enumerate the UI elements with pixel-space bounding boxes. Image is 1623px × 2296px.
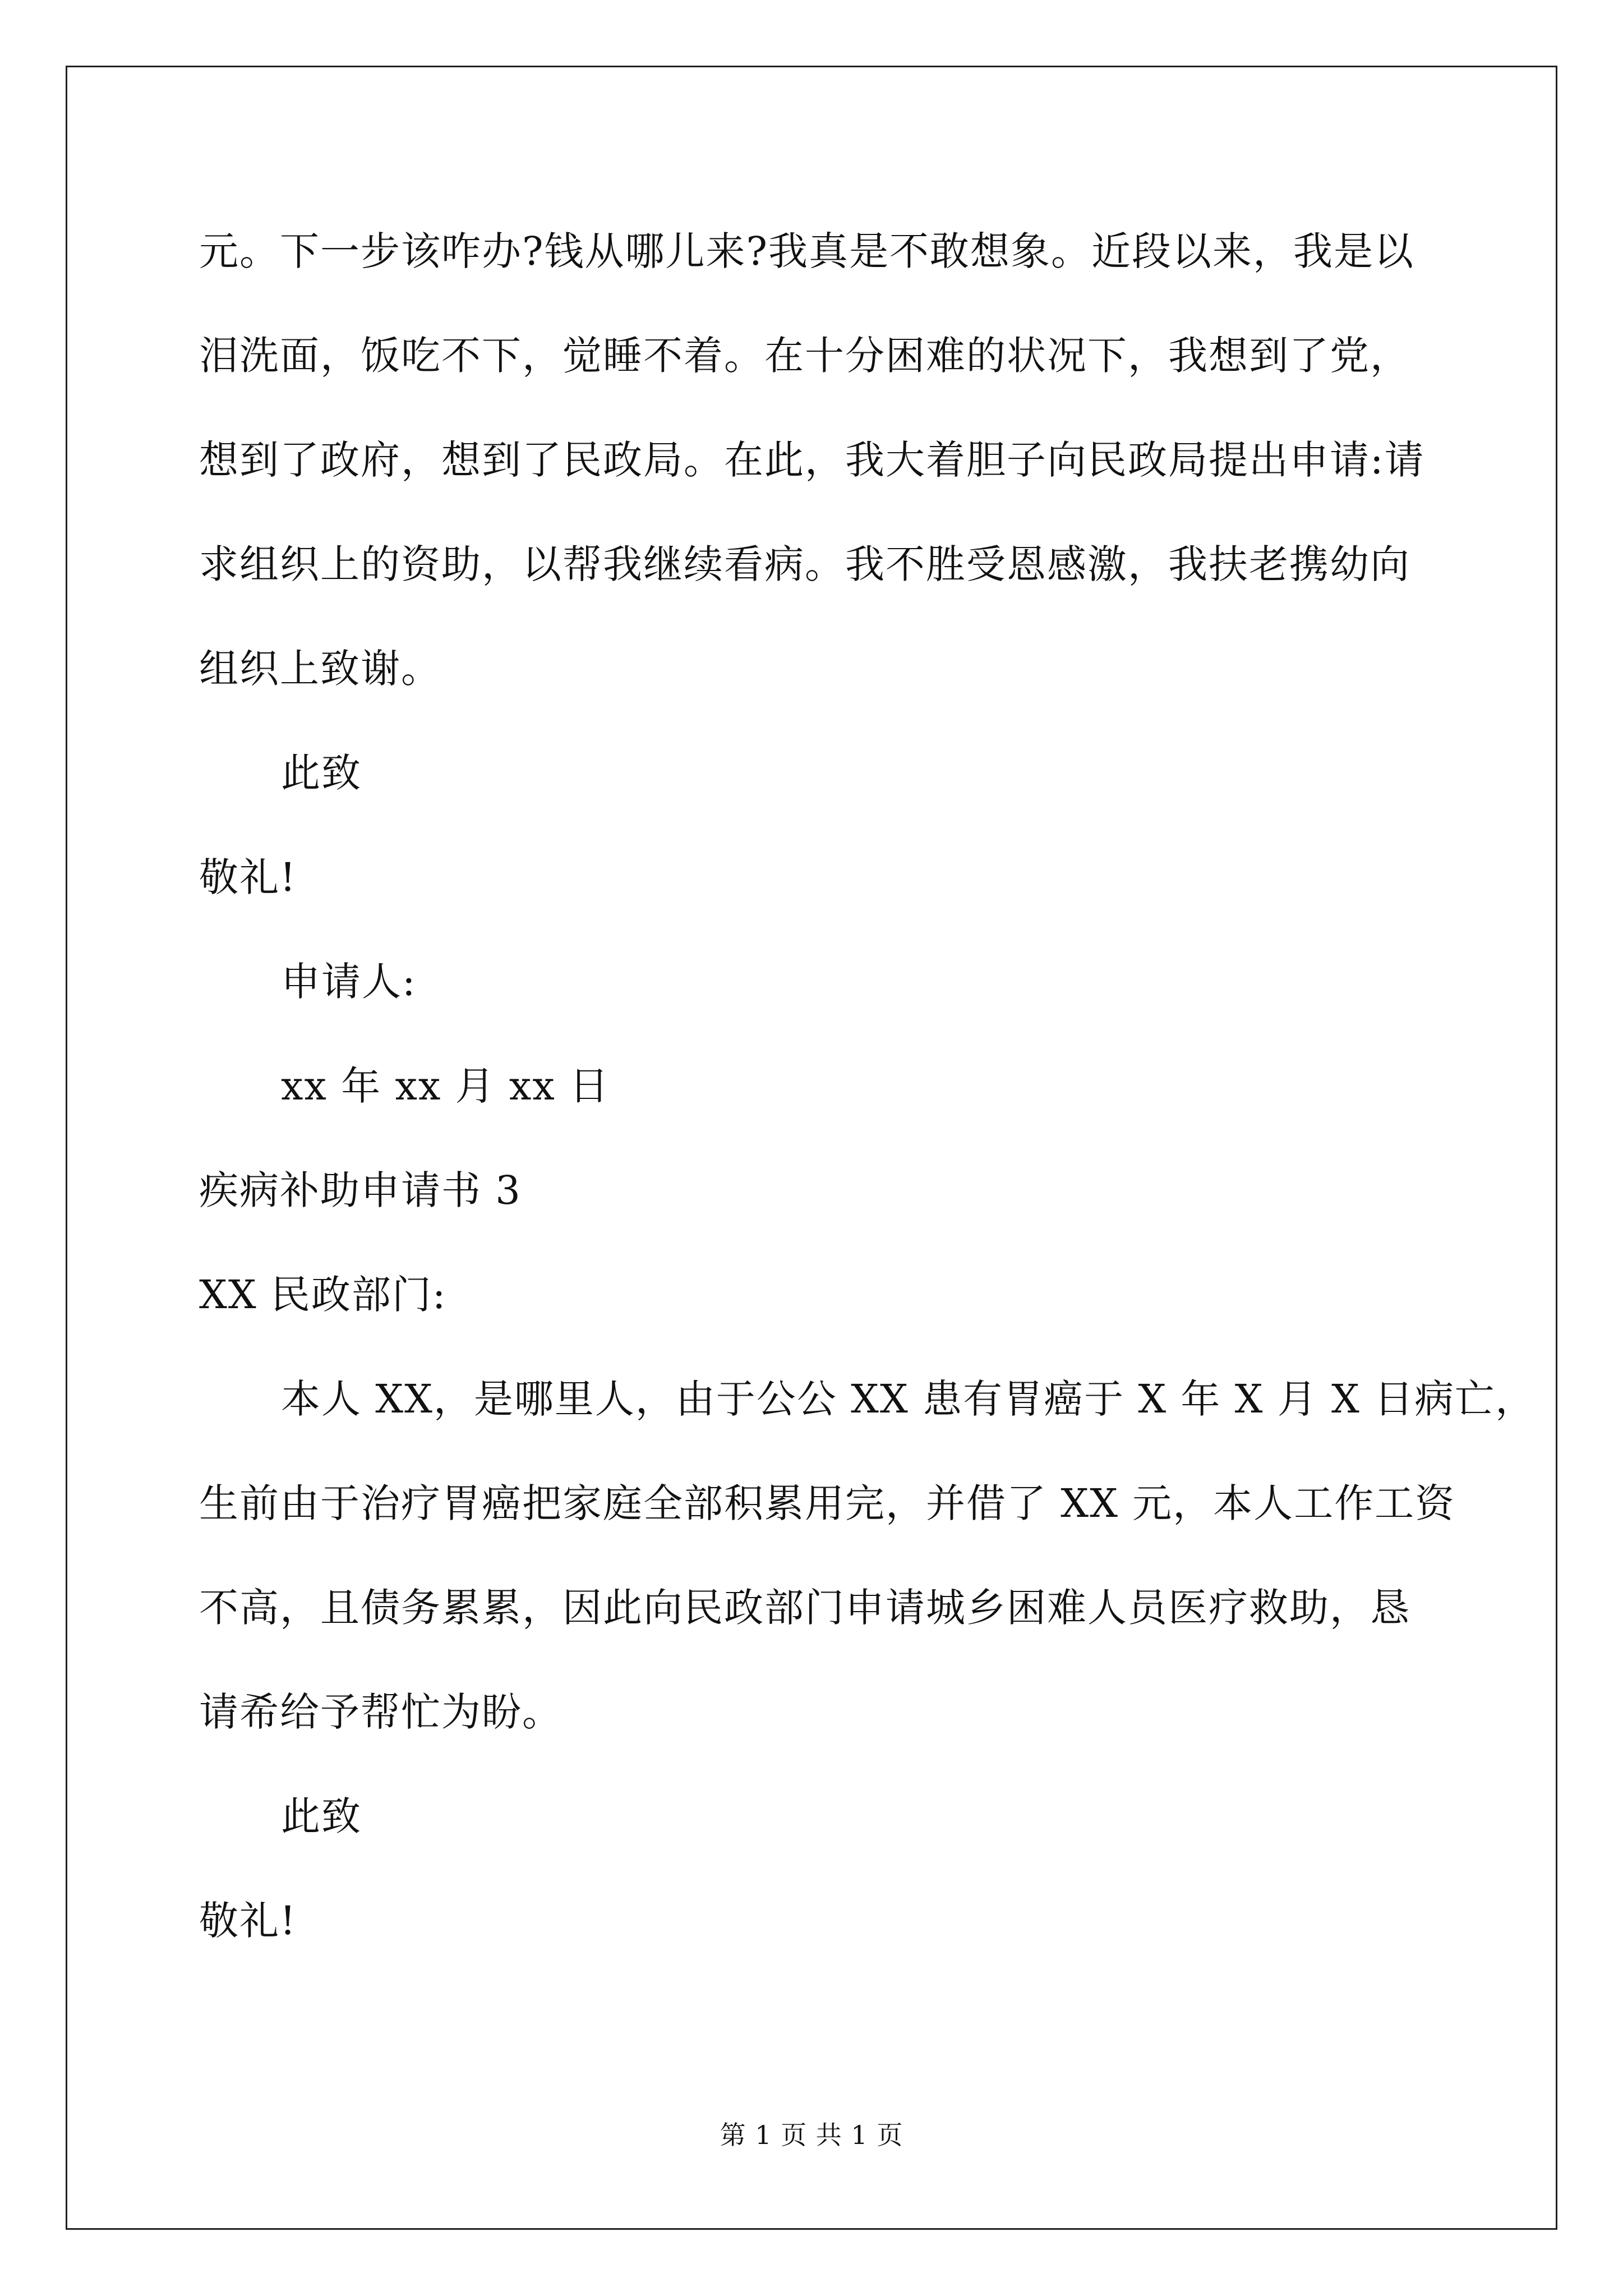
paragraph-line: 本人 XX，是哪里人，由于公公 XX 患有胃癌于 X 年 X 月 X 日病亡，	[281, 1376, 1536, 1422]
paragraph-line: 泪洗面，饭吃不下，觉睡不着。在十分困难的状况下，我想到了党，	[199, 333, 1410, 379]
recipient: XX 民政部门:	[199, 1272, 447, 1318]
paragraph-line: 不高，且债务累累，因此向民政部门申请城乡困难人员医疗救助，恳	[199, 1585, 1410, 1631]
application-date: xx 年 xx 月 xx 日	[281, 1063, 610, 1109]
closing-jingli: 敬礼!	[199, 854, 297, 900]
closing-jingli: 敬礼!	[199, 1898, 297, 1944]
paragraph-line: 请希给予帮忙为盼。	[199, 1689, 562, 1735]
paragraph-line: 生前由于治疗胃癌把家庭全部积累用完，并借了 XX 元，本人工作工资	[199, 1480, 1456, 1526]
document-body	[199, 199, 1536, 1973]
paragraph-line: 想到了政府，想到了民政局。在此，我大着胆子向民政局提出申请:请	[199, 437, 1425, 483]
closing-cizhi: 此致	[281, 1793, 362, 1839]
section-title: 疾病补助申请书 3	[199, 1167, 522, 1213]
paragraph-line: 组织上致谢。	[199, 646, 441, 692]
paragraph-line: 元。下一步该咋办?钱从哪儿来?我真是不敢想象。近段以来，我是以	[199, 228, 1415, 274]
paragraph-line: 求组织上的资助，以帮我继续看病。我不胜受恩感激，我扶老携幼向	[199, 541, 1410, 587]
page-footer: 第 1 页 共 1 页	[720, 2120, 903, 2150]
applicant-label: 申请人:	[281, 959, 417, 1005]
closing-cizhi: 此致	[281, 750, 362, 796]
